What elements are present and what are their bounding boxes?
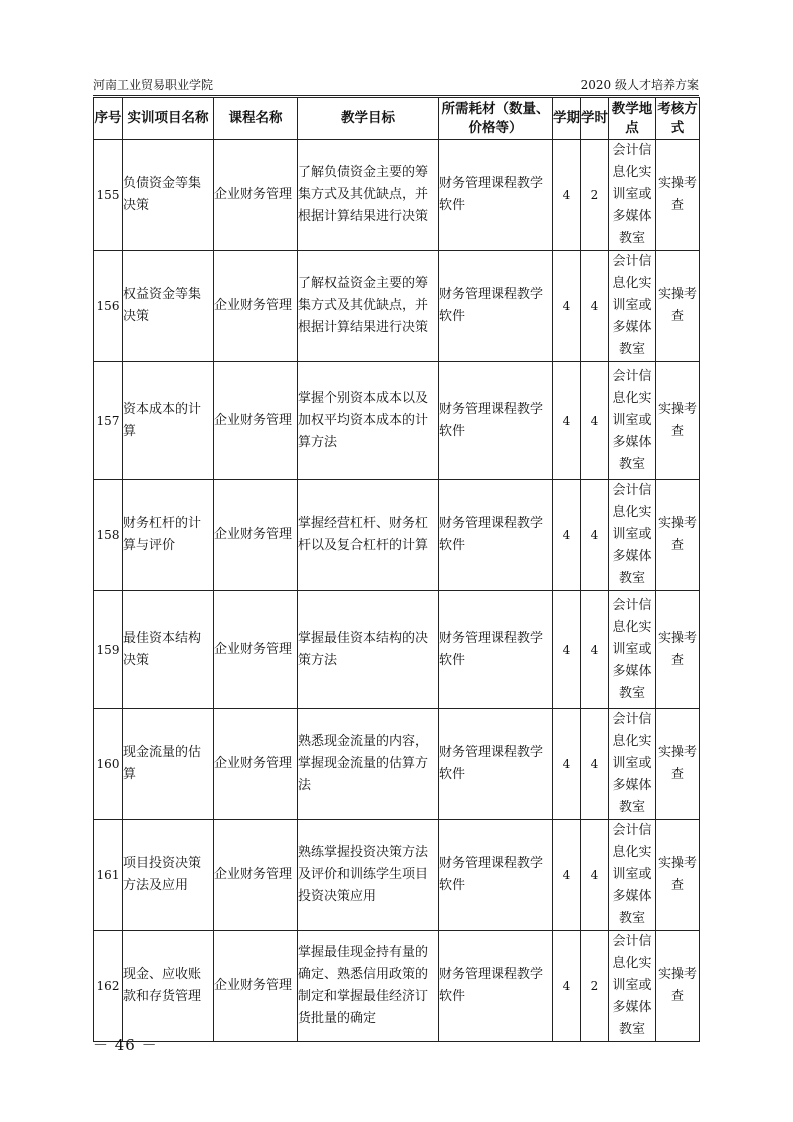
cell-semester: 4 bbox=[553, 591, 581, 709]
cell-assessment: 实操考查 bbox=[656, 480, 700, 591]
cell-materials: 财务管理课程教学软件 bbox=[439, 591, 553, 709]
table-row bbox=[94, 140, 700, 251]
header-rule bbox=[93, 95, 699, 96]
col-header-location: 教学地点 bbox=[609, 98, 656, 140]
cell-course: 企业财务管理 bbox=[214, 591, 298, 709]
table-row bbox=[94, 931, 700, 1042]
cell-location: 会计信息化实训室或多媒体教室 bbox=[609, 931, 656, 1042]
cell-assessment: 实操考查 bbox=[656, 709, 700, 820]
cell-materials: 财务管理课程教学软件 bbox=[439, 251, 553, 362]
cell-semester: 4 bbox=[553, 709, 581, 820]
header-doc-title: 2020 级人才培养方案 bbox=[580, 78, 699, 92]
cell-goal: 了解负债资金主要的筹集方式及其优缺点，并根据计算结果进行决策 bbox=[298, 140, 439, 251]
cell-hours: 4 bbox=[581, 251, 609, 362]
cell-materials: 财务管理课程教学软件 bbox=[439, 709, 553, 820]
cell-hours: 2 bbox=[581, 140, 609, 251]
table-row bbox=[94, 480, 700, 591]
cell-hours: 4 bbox=[581, 820, 609, 931]
header-school-name: 河南工业贸易职业学院 bbox=[93, 78, 214, 92]
cell-seq: 159 bbox=[94, 591, 123, 709]
cell-materials: 财务管理课程教学软件 bbox=[439, 820, 553, 931]
cell-hours: 4 bbox=[581, 591, 609, 709]
cell-semester: 4 bbox=[553, 251, 581, 362]
col-header-semester: 学期 bbox=[553, 98, 581, 140]
cell-project: 现金流量的估算 bbox=[123, 709, 214, 820]
cell-location: 会计信息化实训室或多媒体教室 bbox=[609, 251, 656, 362]
col-header-hours: 学时 bbox=[581, 98, 609, 140]
cell-assessment: 实操考查 bbox=[656, 362, 700, 480]
cell-materials: 财务管理课程教学软件 bbox=[439, 480, 553, 591]
cell-goal: 熟悉现金流量的内容，掌握现金流量的估算方法 bbox=[298, 709, 439, 820]
cell-course: 企业财务管理 bbox=[214, 362, 298, 480]
cell-project: 财务杠杆的计算与评价 bbox=[123, 480, 214, 591]
cell-materials: 财务管理课程教学软件 bbox=[439, 362, 553, 480]
cell-goal: 熟练掌握投资决策方法及评价和训练学生项目投资决策应用 bbox=[298, 820, 439, 931]
cell-seq: 161 bbox=[94, 820, 123, 931]
table-row bbox=[94, 709, 700, 820]
cell-semester: 4 bbox=[553, 362, 581, 480]
col-header-course: 课程名称 bbox=[214, 98, 298, 140]
table-row bbox=[94, 251, 700, 362]
cell-project: 最佳资本结构决策 bbox=[123, 591, 214, 709]
cell-hours: 4 bbox=[581, 362, 609, 480]
cell-goal: 掌握最佳现金持有量的确定、熟悉信用政策的制定和掌握最佳经济订货批量的确定 bbox=[298, 931, 439, 1042]
table-row bbox=[94, 362, 700, 480]
cell-assessment: 实操考查 bbox=[656, 251, 700, 362]
page-header bbox=[93, 76, 699, 94]
col-header-materials: 所需耗材（数量、价格等） bbox=[439, 98, 553, 140]
cell-course: 企业财务管理 bbox=[214, 820, 298, 931]
cell-project: 现金、应收账款和存货管理 bbox=[123, 931, 214, 1042]
cell-course: 企业财务管理 bbox=[214, 251, 298, 362]
cell-course: 企业财务管理 bbox=[214, 140, 298, 251]
cell-course: 企业财务管理 bbox=[214, 709, 298, 820]
cell-assessment: 实操考查 bbox=[656, 931, 700, 1042]
cell-hours: 2 bbox=[581, 931, 609, 1042]
cell-location: 会计信息化实训室或多媒体教室 bbox=[609, 820, 656, 931]
cell-assessment: 实操考查 bbox=[656, 820, 700, 931]
cell-goal: 掌握经营杠杆、财务杠杆以及复合杠杆的计算 bbox=[298, 480, 439, 591]
cell-seq: 157 bbox=[94, 362, 123, 480]
cell-materials: 财务管理课程教学软件 bbox=[439, 931, 553, 1042]
cell-seq: 155 bbox=[94, 140, 123, 251]
cell-assessment: 实操考查 bbox=[656, 140, 700, 251]
cell-semester: 4 bbox=[553, 820, 581, 931]
col-header-seq: 序号 bbox=[94, 98, 123, 140]
table-row bbox=[94, 820, 700, 931]
cell-assessment: 实操考查 bbox=[656, 591, 700, 709]
cell-materials: 财务管理课程教学软件 bbox=[439, 140, 553, 251]
cell-project: 权益资金等集决策 bbox=[123, 251, 214, 362]
table-row bbox=[94, 591, 700, 709]
cell-seq: 156 bbox=[94, 251, 123, 362]
cell-goal: 了解权益资金主要的筹集方式及其优缺点，并根据计算结果进行决策 bbox=[298, 251, 439, 362]
col-header-assessment: 考核方式 bbox=[656, 98, 700, 140]
col-header-project: 实训项目名称 bbox=[123, 98, 214, 140]
cell-seq: 160 bbox=[94, 709, 123, 820]
cell-course: 企业财务管理 bbox=[214, 931, 298, 1042]
cell-hours: 4 bbox=[581, 709, 609, 820]
training-table bbox=[93, 97, 700, 1042]
cell-seq: 162 bbox=[94, 931, 123, 1042]
cell-project: 项目投资决策方法及应用 bbox=[123, 820, 214, 931]
cell-semester: 4 bbox=[553, 931, 581, 1042]
cell-hours: 4 bbox=[581, 480, 609, 591]
cell-seq: 158 bbox=[94, 480, 123, 591]
cell-course: 企业财务管理 bbox=[214, 480, 298, 591]
cell-goal: 掌握最佳资本结构的决策方法 bbox=[298, 591, 439, 709]
cell-location: 会计信息化实训室或多媒体教室 bbox=[609, 480, 656, 591]
col-header-goal: 教学目标 bbox=[298, 98, 439, 140]
cell-location: 会计信息化实训室或多媒体教室 bbox=[609, 591, 656, 709]
page-number: － 46 － bbox=[93, 1036, 158, 1054]
cell-location: 会计信息化实训室或多媒体教室 bbox=[609, 140, 656, 251]
cell-project: 负债资金等集决策 bbox=[123, 140, 214, 251]
table-header-row bbox=[94, 98, 700, 140]
cell-semester: 4 bbox=[553, 140, 581, 251]
cell-project: 资本成本的计算 bbox=[123, 362, 214, 480]
cell-location: 会计信息化实训室或多媒体教室 bbox=[609, 709, 656, 820]
cell-location: 会计信息化实训室或多媒体教室 bbox=[609, 362, 656, 480]
cell-semester: 4 bbox=[553, 480, 581, 591]
cell-goal: 掌握个别资本成本以及加权平均资本成本的计算方法 bbox=[298, 362, 439, 480]
